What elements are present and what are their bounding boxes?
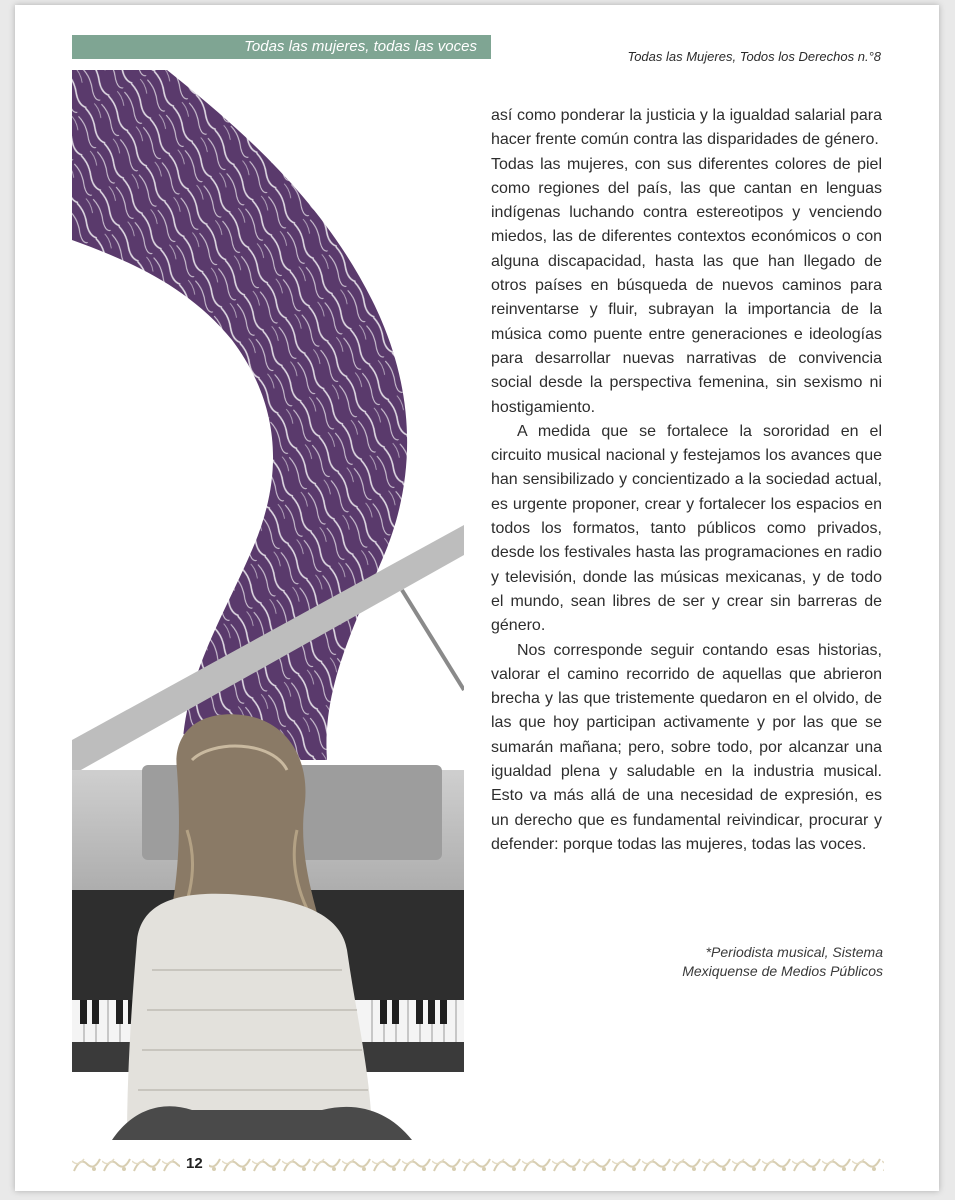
page-number: 12: [180, 1155, 209, 1172]
credit-line: *Periodista musical, Sistema: [705, 944, 883, 960]
issue-title: Todas las Mujeres, Todos los Derechos n.°8: [627, 49, 881, 64]
article-paragraph: así como ponderar la justicia y la igualdad salarial para hacer frente común contra las disparidades de género.: [491, 107, 882, 149]
piano-woman-illustration: [72, 70, 464, 1140]
article-paragraph: A medida que se fortalece la sororidad en el circuito musical nacional y festejamos los avances que han sensibilizado y concientizado a la sociedad actual, es urgente proponer, crear y fortalecer los espacios en todos los formatos, tanto públicos como privados, desde los festivales hasta las programaciones en radio y televisión, donde las músicas mexicanas, y de todo el mundo, sean libres de ser y crear sin barreras de género.: [491, 422, 882, 635]
article-paragraph: Todas las mujeres, con sus diferentes colores de piel como regiones del país, las que cantan en lenguas indígenas luchando contra estereotipos y venciendo miedos, las de diferentes contextos económicos o con alguna discapacidad, hasta las que han llegado de otros países en búsqueda de nuevos caminos para reinventarse y fluir, subrayan la importancia de la música como puente entre generaciones e ideologías para desarrollar nuevas narrativas de convivencia social desde la perspectiva femenina, sin sexismo ni hostigamiento.: [491, 155, 882, 416]
section-header-band: [72, 35, 491, 59]
credit-line: Mexiquense de Medios Públicos: [682, 963, 883, 979]
magazine-page: [15, 5, 939, 1191]
article-paragraph: Nos corresponde seguir contando esas historias, valorar el camino recorrido de aquellas que abrieron brecha y las que tristemente quedaron en el olvido, de las que hoy participan activamente y por las que se sumarán mañana; pero, sobre todo, por alcanzar una igualdad plena y saludable en la industria musical. Esto va más allá de una necesidad de expresión, es un derecho que es fundamental reivindicar, procurar y defender: porque todas las mujeres, todas las voces.: [491, 641, 882, 853]
lid-prop: [402, 590, 464, 690]
section-title: Todas las mujeres, todas las voces: [244, 38, 477, 55]
purple-brushstroke-and-piano-icon: [72, 70, 464, 1140]
article-body: [491, 104, 882, 857]
author-credit: [583, 943, 883, 981]
